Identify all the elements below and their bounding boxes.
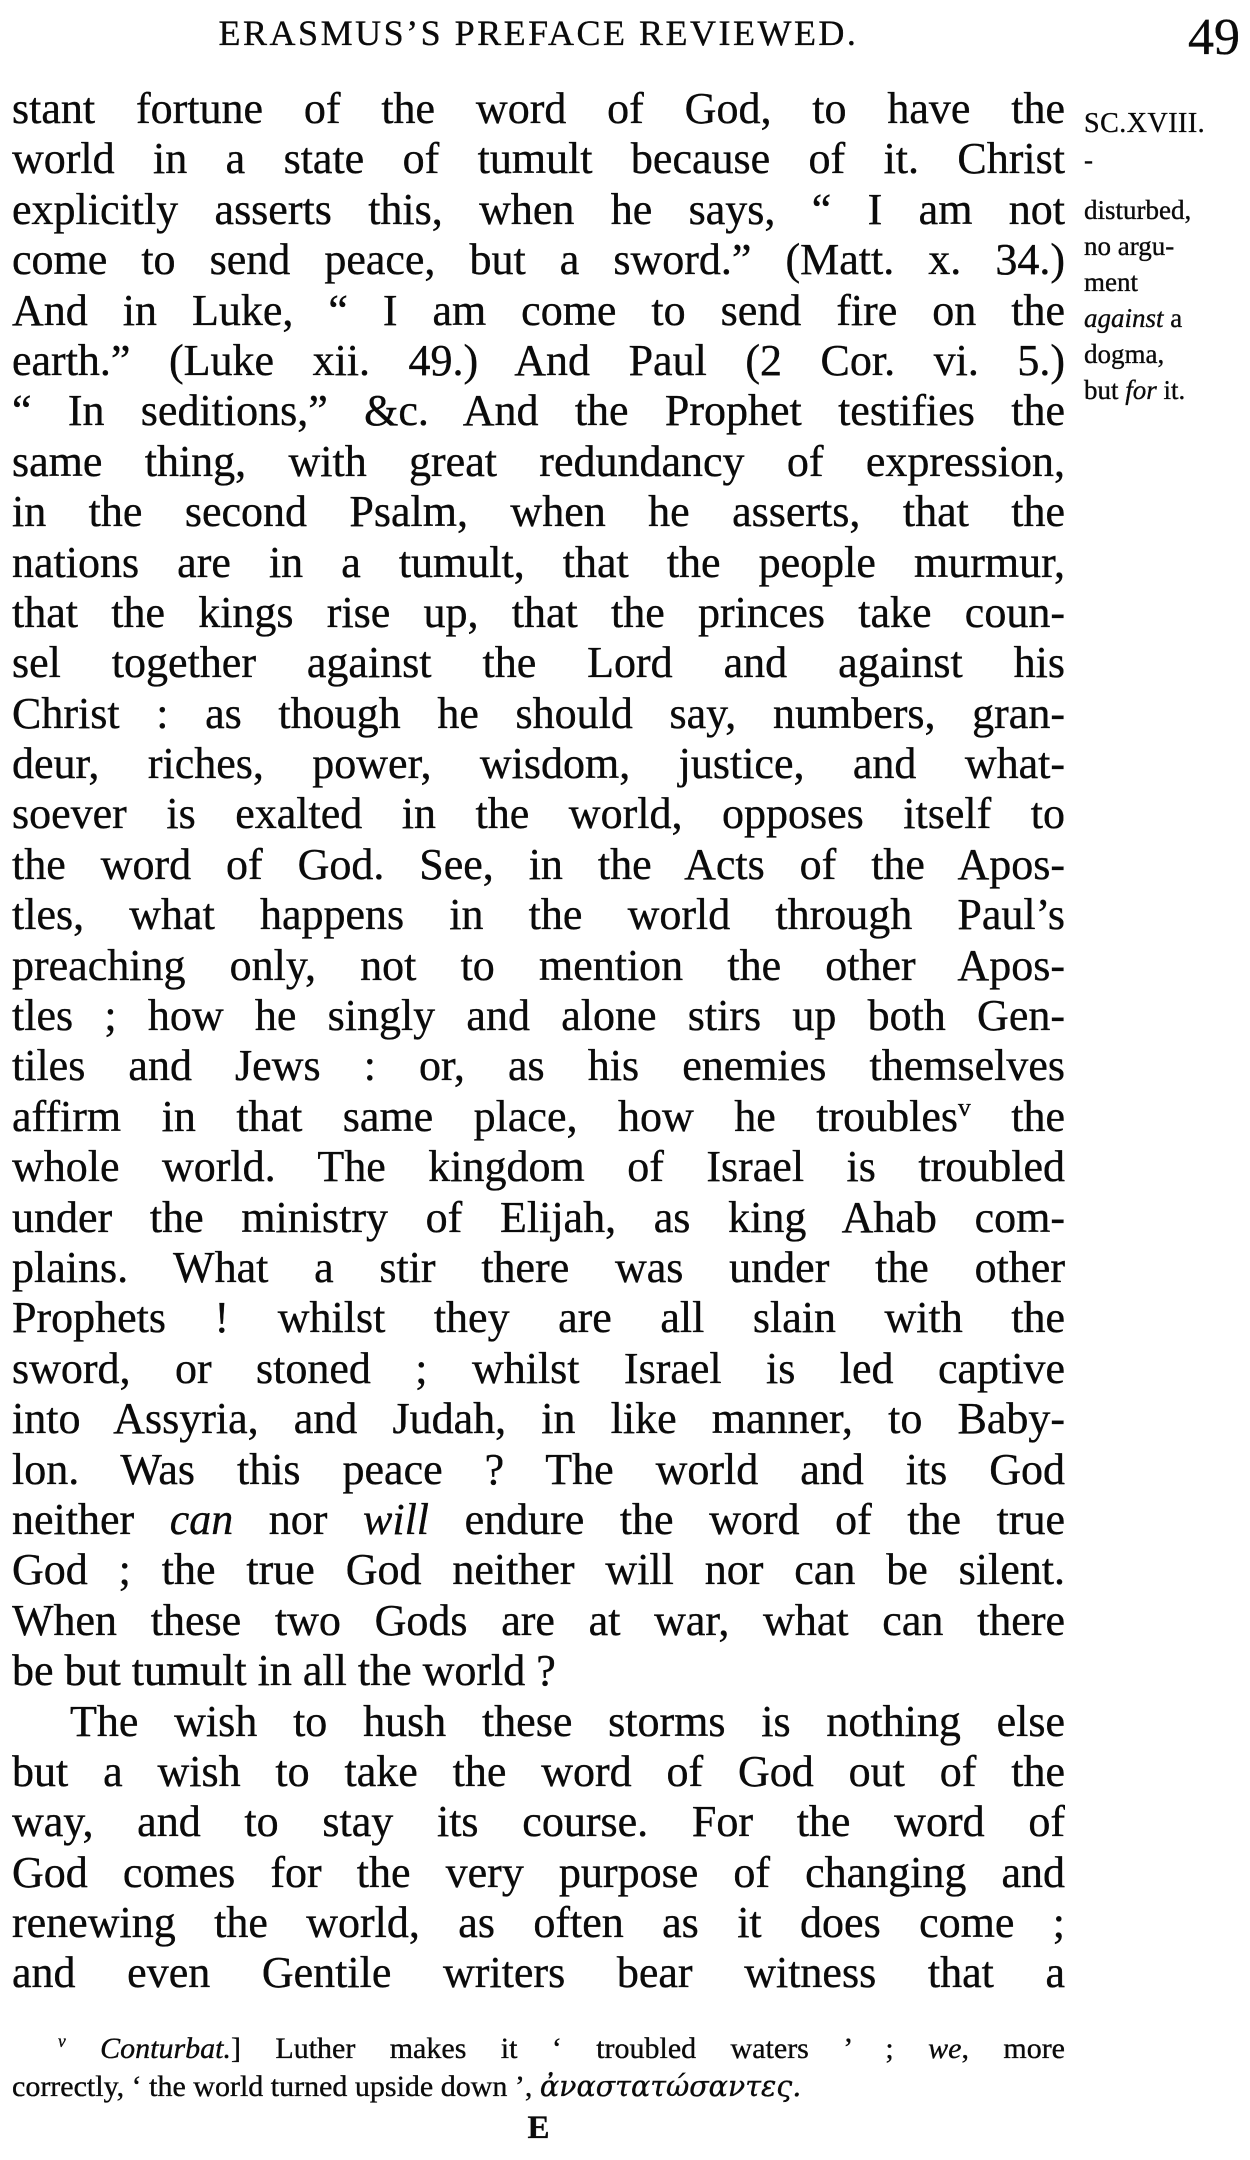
body-text-line: tles, what happens in the world through Paul’s [12, 890, 1065, 940]
body-text-line: come to send peace, but a sword.” (Matt. x. 34.) [12, 235, 1065, 285]
body-text-line: in the second Psalm, when he asserts, that the [12, 487, 1065, 537]
styled-text: v [58, 2031, 66, 2051]
body-text-line: sel together against the Lord and against his [12, 638, 1065, 688]
styled-text: can [169, 1494, 234, 1544]
footnote-block [12, 2030, 1065, 2106]
styled-text: v [957, 1092, 971, 1122]
body-text-line: nations are in a tumult, that the people murmur, [12, 537, 1065, 587]
body-text-line: world in a state of tumult because of it. Christ [12, 134, 1065, 184]
page-number: 49 [1188, 9, 1240, 66]
signature-mark: E [527, 2110, 550, 2146]
margin-note-line: against a [1084, 303, 1183, 333]
body-text-line: soever is exalted in the world, opposes itself to [12, 789, 1065, 839]
body-text-line: explicitly asserts this, when he says, “ I am not [12, 184, 1065, 234]
body-text-line: Christ : as though he should say, numbers, gran- [12, 688, 1065, 738]
body-text-line: renewing the world, as often as it does come ; [12, 1898, 1065, 1948]
body-text-line: the word of God. See, in the Acts of the Apos- [12, 839, 1065, 889]
body-text-line: God comes for the very purpose of changing and [12, 1847, 1065, 1897]
body-text-line: tiles and Jews : or, as his enemies themselves [12, 1041, 1065, 1091]
body-text-line: sword, or stoned ; whilst Israel is led captive [12, 1343, 1065, 1393]
body-text-line: And in Luke, “ I am come to send fire on the [12, 285, 1065, 335]
body-text-line: plains. What a stir there was under the other [12, 1242, 1065, 1292]
body-text-line: stant fortune of the word of God, to have the [12, 84, 1065, 133]
body-text-line: same thing, with great redundancy of expression, [12, 436, 1065, 486]
running-header: ERASMUS’S PREFACE REVIEWED. [218, 13, 859, 53]
body-text-line: The wish to hush these storms is nothing else [70, 1696, 1065, 1746]
margin-note-line: but for it. [1084, 375, 1186, 405]
body-text-line: that the kings rise up, that the princes take coun- [12, 587, 1065, 637]
styled-text: for [1125, 375, 1157, 405]
margin-note-line: dogma, [1084, 339, 1165, 369]
body-text-line: lon. Was this peace ? The world and its God [12, 1444, 1065, 1494]
styled-text: against [1084, 303, 1164, 333]
body-text-line: but a wish to take the word of God out of the [12, 1746, 1065, 1796]
body-text-line: deur, riches, power, wisdom, justice, and what- [12, 739, 1065, 789]
body-text-line: affirm in that same place, how he troubles$^v$ the [12, 1091, 1065, 1141]
body-text-line: whole world. The kingdom of Israel is troubled [12, 1142, 1065, 1192]
body-text-line: When these two Gods are at war, what can there [12, 1595, 1065, 1645]
body-text-line: earth.” (Luke xii. 49.) And Paul (2 Cor. vi. 5.) [12, 335, 1065, 385]
body-text-line: be but tumult in all the world ? [12, 1646, 556, 1696]
styled-text: ἀναστατώσαντες. [539, 2070, 802, 2103]
body-text-line: “ In seditions,” &c. And the Prophet testifies the [12, 386, 1065, 436]
body-text-line: under the ministry of Elijah, as king Ahab com- [12, 1192, 1065, 1242]
body-text-line: God ; the true God neither will nor can be silent. [12, 1545, 1065, 1595]
body-text-line: tles ; how he singly and alone stirs up both Gen- [12, 991, 1065, 1041]
body-text-line: into Assyria, and Judah, in like manner, to Baby- [12, 1394, 1065, 1444]
margin-note-line: ment [1084, 267, 1138, 297]
footnote-line: correctly, ‘ the world turned upside down ’, ἀναστατώσαντες. [12, 2070, 802, 2103]
margin-note-line: - [1084, 145, 1093, 175]
body-text-line: way, and to stay its course. For the word of [12, 1797, 1065, 1847]
margin-notes-column [1084, 106, 1248, 408]
styled-text: Conturbat. [100, 2032, 231, 2065]
body-text-line: preaching only, not to mention the other Apos- [12, 940, 1065, 990]
margin-note-line: SC.XVIII. [1084, 108, 1206, 139]
styled-text: we [928, 2032, 962, 2065]
body-text-column [12, 84, 1065, 1999]
styled-text: will [363, 1494, 430, 1544]
body-text-line: Prophets ! whilst they are all slain with the [12, 1293, 1065, 1343]
body-text-line: neither can nor will endure the word of the true [12, 1494, 1065, 1544]
margin-note-line: no argu- [1084, 231, 1175, 261]
footnote-line: $^v$ Conturbat.] Luther makes it ‘ troubled waters ’ ; we, more [58, 2031, 1065, 2065]
body-text-line: and even Gentile writers bear witness that a [12, 1948, 1065, 1998]
margin-note-line: disturbed, [1084, 195, 1192, 225]
